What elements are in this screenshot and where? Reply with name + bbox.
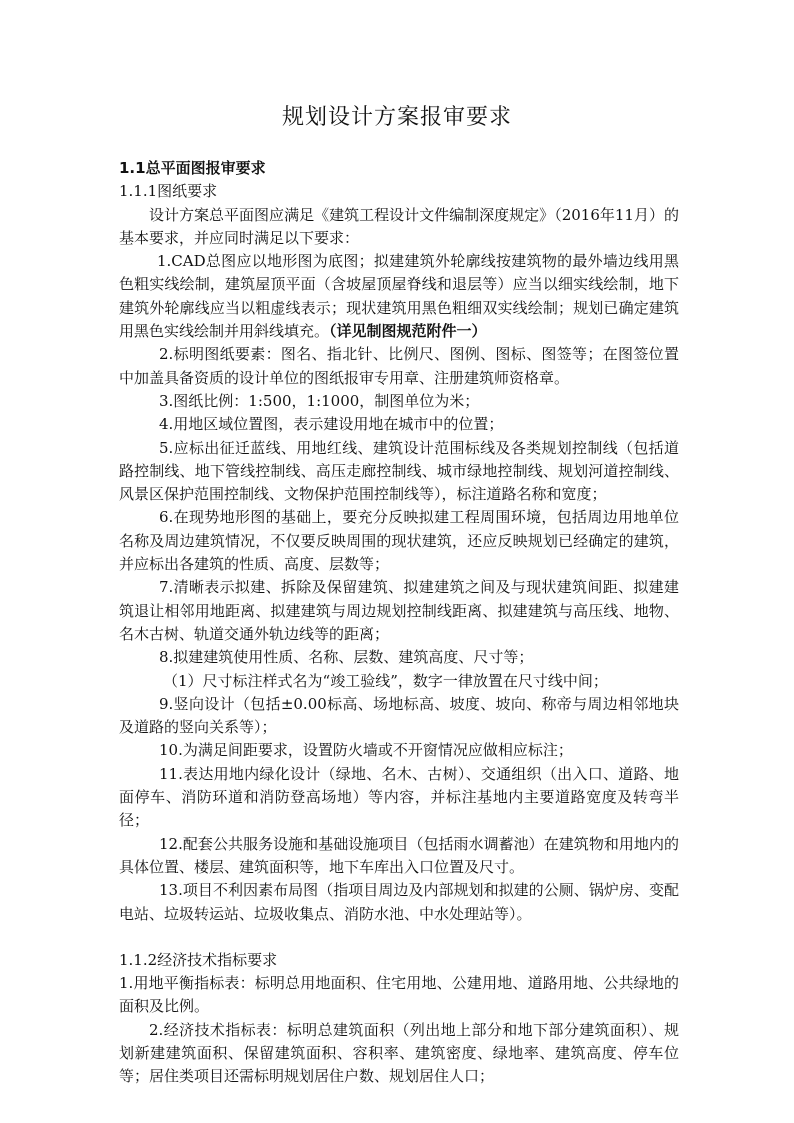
paragraph-text: 1.用地平衡指标表：标明总用地面积、住宅用地、公建用地、道路用地、公共绿地的面积及比例。	[119, 974, 679, 1016]
paragraph	[119, 879, 679, 926]
paragraph-text: 11.表达用地内绿化设计（绿地、名木、古树）、交通组织（出入口、道路、地面停车、消防环道和消防登高场地）等内容，并标注基地内主要道路宽度及转弯半径；	[119, 764, 679, 830]
paragraph-text: 1.1.2经济技术指标要求	[119, 950, 278, 969]
paragraph-text: 2.标明图纸要素：图名、指北针、比例尺、图例、图标、图签等；在图签位置中加盖具备资质的设计单位的图纸报审专用章、注册建筑师资格章。	[119, 345, 679, 387]
paragraph-text: 1.CAD总图应以地形图为底图；拟建建筑外轮廓线按建筑物的最外墙边线用黑色粗实线绘制，建筑屋顶平面（含坡屋顶屋脊线和退层等）应当以细实线绘制，地下建筑外轮廓线应当以粗虚线表示；现状建筑用黑色粗细双实线绘制；规划已确定建筑用黑色实线绘制并用斜线填充。	[119, 252, 679, 341]
paragraph-text: 3.图纸比例：1:500，1:1000，制图单位为米；	[159, 391, 480, 410]
paragraph-text: 2.经济技术指标表：标明总建筑面积（列出地上部分和地下部分建筑面积）、规划新建建筑面积、保留建筑面积、容积率、建筑密度、绿地率、建筑高度、停车位等；居住类项目还需标明规划居住户数、规划居住人口；	[119, 1020, 679, 1086]
paragraph-text: 12.配套公共服务设施和基础设施项目（包括雨水调蓄池）在建筑物和用地内的具体位置、楼层、建筑面积等，地下车库出入口位置及尺寸。	[119, 834, 679, 876]
paragraph	[119, 576, 679, 646]
paragraph-text: 10.为满足间距要求，设置防火墙或不开窗情况应做相应标注；	[159, 741, 573, 760]
paragraph	[119, 180, 679, 203]
bold-reference: （详见制图规范附件一）	[329, 322, 487, 341]
paragraph	[119, 763, 679, 833]
paragraph	[119, 693, 679, 740]
paragraph	[119, 343, 679, 390]
section-heading	[119, 157, 679, 180]
paragraph	[119, 739, 679, 762]
paragraph	[119, 506, 679, 576]
paragraph-text: 9.竖向设计（包括±0.00标高、场地标高、坡度、坡向、称帝与周边相邻地块及道路的竖向关系等）；	[119, 694, 679, 737]
document-title: 规划设计方案报审要求	[281, 105, 512, 130]
paragraph-text: 1.1.1图纸要求	[119, 182, 218, 201]
document-body	[119, 157, 679, 1089]
paragraph	[119, 413, 679, 436]
paragraph-text: 设计方案总平面图应满足《建筑工程设计文件编制深度规定》（2016年11月）的基本要求，并应同时满足以下要求：	[119, 205, 679, 247]
paragraph-text: 1.1总平面图报审要求	[119, 159, 266, 177]
paragraph-text: 5.应标出征迁蓝线、用地红线、建筑设计范围标线及各类规划控制线（包括道路控制线、地下管线控制线、高压走廊控制线、城市绿地控制线、规划河道控制线、风景区保护范围控制线、文物保护范围控制线等），标注道路名称和宽度；	[119, 438, 679, 504]
paragraph	[119, 390, 679, 413]
paragraph-text: 7.清晰表示拟建、拆除及保留建筑、拟建建筑之间及与现状建筑间距、拟建建筑退让相邻用地距离、拟建建筑与周边规划控制线距离、拟建建筑与高压线、地物、名木古树、轨道交通外轨边线等的距离；	[119, 578, 679, 643]
paragraph	[119, 646, 679, 669]
paragraph	[119, 670, 679, 693]
paragraph	[119, 250, 679, 343]
blank-line	[119, 926, 679, 949]
paragraph	[119, 949, 679, 972]
paragraph	[119, 1019, 679, 1089]
paragraph	[119, 437, 679, 507]
paragraph	[119, 204, 679, 251]
paragraph-text: 8.拟建建筑使用性质、名称、层数、建筑高度、尺寸等；	[159, 648, 534, 667]
paragraph	[119, 972, 679, 1019]
paragraph-text: （1）尺寸标注样式名为“竣工验线”，数字一律放置在尺寸线中间；	[163, 671, 608, 690]
paragraph-text: 6.在现势地形图的基础上，要充分反映拟建工程周围环境，包括周边用地单位名称及周边建筑情况，不仅要反映周围的现状建筑，还应反映规划已经确定的建筑，并应标出各建筑的性质、高度、层数等；	[119, 508, 679, 574]
paragraph	[119, 833, 679, 880]
paragraph-text: 4.用地区域位置图，表示建设用地在城市中的位置；	[159, 415, 504, 434]
paragraph-text: 13.项目不利因素布局图（指项目周边及内部规划和拟建的公厕、锅炉房、变配电站、垃圾转运站、垃圾收集点、消防水池、中水处理站等）。	[119, 881, 679, 923]
